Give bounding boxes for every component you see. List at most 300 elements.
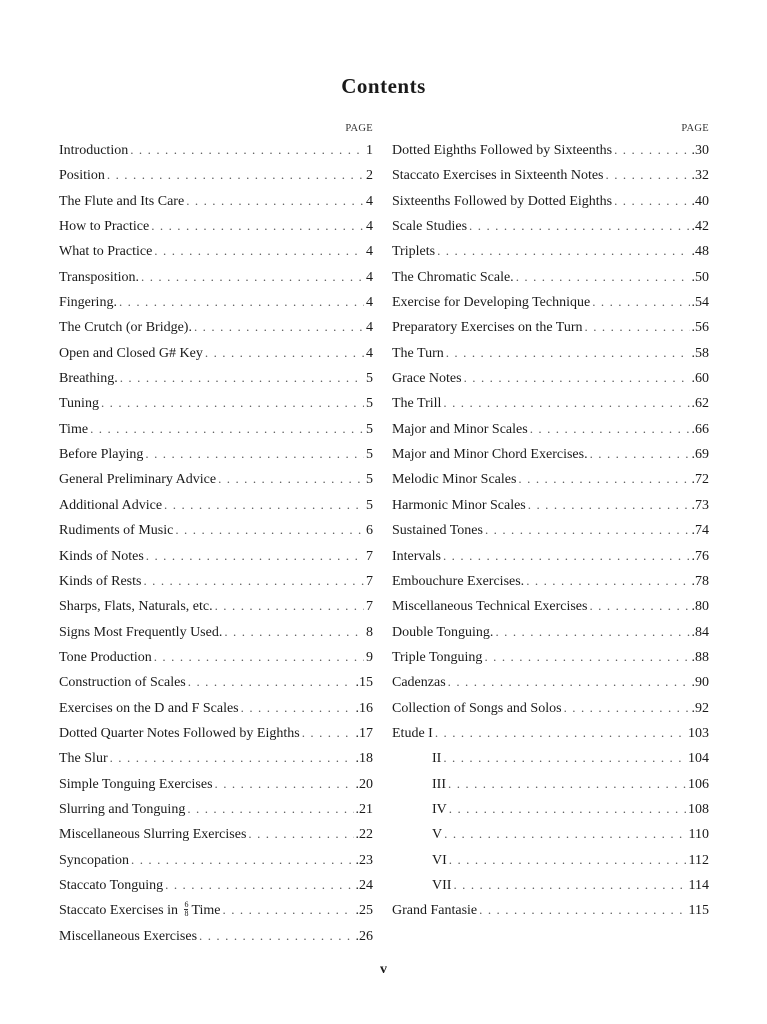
toc-entry-title — [392, 569, 524, 593]
toc-entry-title — [392, 822, 442, 846]
toc-entry-title-text: The Flute and Its Care — [59, 193, 185, 209]
dot-leader — [110, 745, 354, 770]
dot-leader — [528, 492, 690, 517]
toc-entry-title — [59, 290, 117, 314]
toc-entry[interactable] — [59, 695, 373, 720]
toc-entry-title-text: Sharps, Flats, Naturals, etc. — [59, 599, 213, 615]
dot-leader — [518, 466, 689, 491]
toc-entry-title-text: Intervals — [392, 548, 441, 564]
toc-entry-title — [392, 518, 483, 542]
toc-entry-title-text: Scale Studies — [392, 219, 468, 235]
toc-entry-page: .60 — [691, 371, 709, 387]
toc-entry-page: .48 — [691, 244, 709, 260]
toc-entry[interactable] — [392, 492, 709, 517]
toc-entry-page: 7 — [366, 599, 373, 615]
toc-entry-title-text: Major and Minor Chord Exercises. — [392, 447, 588, 463]
toc-entry-title-text: How to Practice — [59, 219, 150, 235]
dot-leader — [131, 847, 354, 872]
toc-entry[interactable] — [392, 441, 709, 466]
toc-entry-title — [59, 366, 118, 390]
toc-entry-page: 8 — [366, 624, 373, 640]
toc-entry-title-text: Additional Advice — [59, 497, 163, 513]
toc-entry-page: .92 — [691, 700, 709, 716]
toc-entry-title-text: Staccato Exercises in Sixteenth Notes — [392, 168, 604, 184]
toc-entry-title-text: Position — [59, 168, 105, 184]
toc-entry[interactable] — [59, 264, 373, 289]
toc-entry-title-text: Grand Fantasie — [392, 903, 478, 919]
toc-entry[interactable] — [59, 669, 373, 694]
toc-entry-title — [59, 848, 129, 872]
toc-entry-title-text: Rudiments of Music — [59, 523, 174, 539]
dot-leader — [154, 238, 364, 263]
dot-leader — [175, 517, 364, 542]
toc-entry-title-text: Embouchure Exercises. — [392, 573, 525, 589]
dot-leader — [446, 340, 690, 365]
page-title: Contents — [341, 74, 426, 98]
toc-entry[interactable] — [59, 162, 373, 187]
dot-leader — [187, 796, 353, 821]
toc-entry-page: .40 — [691, 193, 709, 209]
toc-entry-title — [392, 721, 433, 745]
toc-entry-title — [59, 391, 99, 415]
toc-entry-title — [59, 873, 163, 897]
toc-entry-title — [59, 442, 143, 466]
toc-entry[interactable] — [59, 289, 373, 314]
dot-leader — [223, 897, 354, 922]
toc-entry-title — [392, 290, 590, 314]
toc-entry[interactable] — [392, 821, 709, 846]
toc-entry-page: .21 — [355, 801, 373, 817]
toc-entry-title-text: Preparatory Exercises on the Turn — [392, 320, 583, 336]
toc-entry-title-text: Sustained Tones — [392, 523, 483, 539]
toc-entry[interactable] — [59, 314, 373, 339]
toc-entry-page: .16 — [355, 700, 373, 716]
toc-entry-page: .25 — [355, 903, 373, 919]
page-number: v — [380, 962, 387, 977]
dot-leader — [589, 593, 689, 618]
toc-entry[interactable] — [59, 340, 373, 365]
toc-entry-title-text: Sixteenths Followed by Dotted Eighths — [392, 193, 613, 209]
toc-entry[interactable] — [392, 593, 709, 618]
toc-entry[interactable] — [392, 568, 709, 593]
toc-entry-title-text: The Turn — [392, 345, 444, 361]
toc-entry-title — [392, 214, 467, 238]
toc-entry-page: .42 — [691, 219, 709, 235]
toc-entry-title — [392, 493, 526, 517]
toc-entry-title-text: II — [432, 751, 442, 767]
toc-entry[interactable] — [59, 441, 373, 466]
toc-entry-title-text: The Trill — [392, 396, 442, 412]
dot-leader — [241, 695, 354, 720]
toc-entry-page: .69 — [691, 447, 709, 463]
dot-leader — [614, 188, 689, 213]
toc-entry[interactable] — [392, 238, 709, 263]
toc-entry-title — [59, 467, 216, 491]
toc-entry-page: .30 — [691, 143, 709, 158]
toc-entry[interactable] — [392, 695, 709, 720]
toc-entry-title-text: Kinds of Rests — [59, 573, 142, 589]
toc-entry-title-text: Construction of Scales — [59, 675, 186, 691]
toc-entry-page: 5 — [366, 421, 373, 437]
toc-entry-title — [392, 138, 612, 162]
toc-entry[interactable] — [59, 568, 373, 593]
toc-entry-title-text: Cadenzas — [392, 675, 446, 691]
toc-entry-title — [392, 620, 493, 644]
dot-leader — [145, 441, 364, 466]
toc-entry-page: 4 — [366, 219, 373, 235]
toc-entry[interactable] — [392, 289, 709, 314]
toc-entry-page: .78 — [691, 573, 709, 589]
toc-entry[interactable] — [392, 314, 709, 339]
toc-entry-page: .66 — [691, 421, 709, 437]
toc-entry-page: 5 — [366, 396, 373, 412]
dot-leader — [437, 238, 689, 263]
toc-entry-title — [392, 341, 444, 365]
dot-leader — [186, 188, 364, 213]
dot-leader — [443, 390, 689, 415]
dot-leader — [101, 390, 364, 415]
toc-entry-page: 7 — [366, 573, 373, 589]
toc-entry-page: 5 — [366, 472, 373, 488]
toc-entry[interactable] — [392, 162, 709, 187]
toc-entry-page: .18 — [355, 751, 373, 767]
toc-entry[interactable] — [392, 771, 709, 796]
toc-entry[interactable] — [59, 872, 373, 897]
toc-entry[interactable] — [59, 188, 373, 213]
toc-entry[interactable] — [392, 137, 709, 162]
toc-entry-title-text: Exercise for Developing Technique — [392, 295, 591, 311]
toc-entry[interactable] — [59, 365, 373, 390]
toc-entry-title-text: What to Practice — [59, 244, 153, 260]
toc-entry[interactable] — [392, 644, 709, 669]
toc-entry-title — [59, 696, 239, 720]
toc-entry-title-text: Simple Tonguing Exercises — [59, 776, 213, 792]
toc-entry-title — [392, 645, 482, 669]
toc-entry-page: .54 — [691, 295, 709, 311]
toc-entry-title-text: The Slur — [59, 751, 108, 767]
toc-entry-title — [392, 848, 447, 872]
toc-entry-title — [59, 924, 197, 948]
toc-entry[interactable] — [59, 543, 373, 568]
toc-entry-title-text: Syncopation — [59, 852, 129, 868]
toc-entry[interactable] — [59, 593, 373, 618]
toc-list-left — [59, 137, 373, 948]
toc-entry[interactable] — [392, 188, 709, 213]
dot-leader — [530, 416, 690, 441]
toc-entry-title-text: Triple Tonguing — [392, 649, 483, 665]
toc-entry-page: 5 — [366, 371, 373, 387]
toc-entry-page: 2 — [366, 168, 373, 184]
toc-entry[interactable] — [392, 897, 709, 922]
toc-entry-title — [59, 163, 105, 187]
toc-column-left — [59, 120, 373, 948]
toc-entry[interactable] — [59, 390, 373, 415]
dot-leader — [205, 340, 364, 365]
toc-entry-page: 4 — [366, 269, 373, 285]
toc-entry-page: .50 — [691, 269, 709, 285]
toc-entry[interactable] — [59, 821, 373, 846]
toc-entry-title — [59, 772, 213, 796]
dot-leader — [443, 543, 690, 568]
dot-leader — [215, 593, 364, 618]
toc-entry-title — [392, 163, 604, 187]
toc-entry-page: 1 — [366, 143, 373, 158]
toc-entry[interactable] — [392, 466, 709, 491]
toc-entry[interactable] — [392, 416, 709, 441]
toc-entry-page: 7 — [366, 548, 373, 564]
toc-entry-title — [59, 214, 149, 238]
toc-entry[interactable] — [392, 745, 709, 770]
dot-leader — [495, 619, 689, 644]
toc-entry-title — [392, 366, 462, 390]
toc-entry[interactable] — [392, 796, 709, 821]
toc-entry-title-text: Tone Production — [59, 649, 152, 665]
toc-entry-page: .90 — [691, 675, 709, 691]
toc-entry-title-text: Before Playing — [59, 447, 144, 463]
fraction-numerator: 6 — [184, 899, 189, 909]
toc-entry-page: .62 — [691, 396, 709, 412]
toc-entry-title — [59, 746, 108, 770]
toc-entry-page: .84 — [691, 624, 709, 640]
toc-entry-page: .15 — [355, 675, 373, 691]
time-signature-fraction — [184, 901, 188, 918]
toc-entry[interactable] — [59, 238, 373, 263]
toc-entry-title-text: Dotted Quarter Notes Followed by Eighths — [59, 725, 300, 741]
toc-entry-title-text: Slurring and Tonguing — [59, 801, 186, 817]
toc-entry-title-text: IV — [432, 801, 447, 817]
toc-entry[interactable] — [59, 517, 373, 542]
toc-entry[interactable] — [59, 466, 373, 491]
dot-leader — [485, 517, 690, 542]
toc-entry[interactable] — [59, 771, 373, 796]
toc-entry[interactable] — [59, 897, 373, 922]
toc-entry-title — [59, 569, 141, 593]
toc-entry-page: 6 — [366, 523, 373, 539]
toc-entry-page: .73 — [691, 497, 709, 513]
toc-entry-page: 4 — [366, 295, 373, 311]
dot-leader — [164, 492, 364, 517]
dot-leader — [141, 264, 364, 289]
toc-entry-page: 4 — [366, 320, 373, 336]
toc-entry-title — [59, 239, 152, 263]
toc-entry-page: 4 — [366, 193, 373, 209]
toc-entry[interactable] — [392, 543, 709, 568]
toc-entry[interactable] — [392, 720, 709, 745]
toc-entry-page: 114 — [688, 877, 709, 893]
toc-entry-page: .76 — [691, 548, 709, 564]
toc-entry-page: 103 — [688, 725, 709, 741]
toc-entry-page: 115 — [688, 903, 709, 919]
toc-entry-title-text: VII — [432, 877, 452, 893]
dot-leader — [592, 289, 689, 314]
toc-entry[interactable] — [59, 213, 373, 238]
toc-entry-page: 104 — [688, 751, 709, 767]
toc-entry-title-text: Grace Notes — [392, 371, 462, 387]
toc-entry-title — [59, 670, 186, 694]
dot-leader — [484, 644, 689, 669]
toc-entry-title-text: General Preliminary Advice — [59, 472, 217, 488]
toc-entry[interactable] — [392, 264, 709, 289]
toc-entry-page: .26 — [355, 928, 373, 944]
toc-entry-title-text: Transposition. — [59, 269, 140, 285]
toc-entry-page: 9 — [366, 649, 373, 665]
toc-entry[interactable] — [59, 416, 373, 441]
toc-entry-title-text: Fingering. — [59, 295, 117, 311]
toc-entry[interactable] — [59, 137, 373, 162]
toc-entry-title-text: III — [432, 776, 446, 792]
toc-entry-page: 4 — [366, 244, 373, 260]
toc-entry-title — [59, 797, 185, 821]
toc-entry-title-text: VI — [432, 852, 447, 868]
toc-entry-title-text: Staccato Tonguing — [59, 877, 164, 893]
dot-leader — [585, 314, 690, 339]
dot-leader — [516, 264, 690, 289]
toc-entry[interactable] — [59, 796, 373, 821]
toc-entry-title — [59, 417, 88, 441]
toc-entry-title-text: Miscellaneous Slurring Exercises — [59, 827, 247, 843]
toc-entry-page: 106 — [688, 776, 709, 792]
dot-leader — [448, 771, 686, 796]
toc-entry-page: .56 — [691, 320, 709, 336]
toc-entry-title-text: Dotted Eighths Followed by Sixteenths — [392, 143, 613, 158]
toc-entry-title — [392, 594, 587, 618]
dot-leader — [120, 365, 364, 390]
dot-leader — [215, 771, 354, 796]
toc-entry-title — [392, 315, 583, 339]
toc-entry-title — [392, 467, 516, 491]
dot-leader — [90, 416, 364, 441]
dot-leader — [564, 695, 690, 720]
toc-entry-page: 4 — [366, 345, 373, 361]
dot-leader — [146, 543, 364, 568]
dot-leader — [248, 821, 353, 846]
toc-entry-title-text: Signs Most Frequently Used. — [59, 624, 223, 640]
toc-entry-title — [59, 493, 162, 517]
toc-entry-page: .24 — [355, 877, 373, 893]
toc-entry-title — [59, 341, 203, 365]
toc-entry[interactable] — [59, 745, 373, 770]
toc-entry-title-text: Etude I — [392, 725, 433, 741]
toc-entry-title-text: The Crutch (or Bridge). — [59, 320, 192, 336]
toc-entry-page: .72 — [691, 472, 709, 488]
toc-entry-page: .88 — [691, 649, 709, 665]
toc-entry-title — [59, 544, 144, 568]
toc-entry-page: .17 — [355, 725, 373, 741]
toc-entry[interactable] — [59, 619, 373, 644]
toc-entry-title — [59, 138, 128, 162]
toc-entry[interactable] — [392, 213, 709, 238]
dot-leader — [218, 466, 364, 491]
toc-entry-title-text: Harmonic Minor Scales — [392, 497, 526, 513]
dot-leader — [453, 872, 686, 897]
dot-leader — [143, 568, 364, 593]
toc-entry-page: .20 — [355, 776, 373, 792]
toc-entry[interactable] — [392, 669, 709, 694]
toc-entry-title-text: Tuning — [59, 396, 99, 412]
toc-entry-title-text: The Chromatic Scale. — [392, 269, 514, 285]
toc-entry-title — [392, 696, 562, 720]
toc-entry-title-text: Staccato Exercises in — [59, 903, 178, 919]
toc-entry-title-text: Kinds of Notes — [59, 548, 144, 564]
toc-entry-title-text: Breathing. — [59, 371, 118, 387]
toc-entry-page: 5 — [366, 447, 373, 463]
dot-leader — [449, 847, 687, 872]
dot-leader — [188, 669, 354, 694]
toc-entry-title — [59, 265, 139, 289]
toc-entry-title-text: Introduction — [59, 143, 129, 158]
dot-leader — [107, 162, 364, 187]
toc-entry[interactable] — [59, 720, 373, 745]
dot-leader — [130, 137, 364, 162]
toc-entry[interactable] — [392, 872, 709, 897]
toc-entry-title — [392, 391, 441, 415]
toc-entry-title-text: Melodic Minor Scales — [392, 472, 517, 488]
toc-entry-title-text: Major and Minor Scales — [392, 421, 528, 437]
toc-entry-title — [392, 544, 441, 568]
page-column-header: PAGE — [345, 123, 373, 134]
toc-entry-title-text: Miscellaneous Technical Exercises — [392, 599, 588, 615]
dot-leader — [444, 821, 686, 846]
toc-entry-title — [59, 721, 300, 745]
toc-entry-title — [59, 189, 184, 213]
toc-entry[interactable] — [392, 390, 709, 415]
dot-leader — [165, 872, 353, 897]
dot-leader — [199, 923, 353, 948]
toc-entry-title — [392, 670, 446, 694]
toc-entry-title — [392, 417, 528, 441]
dot-leader — [119, 289, 364, 314]
toc-entry[interactable] — [392, 517, 709, 542]
dot-leader — [302, 720, 354, 745]
toc-entry-page: 5 — [366, 497, 373, 513]
toc-entry-title — [59, 518, 173, 542]
toc-entry[interactable] — [392, 619, 709, 644]
toc-list-right — [392, 137, 709, 923]
dot-leader — [590, 441, 690, 466]
toc-entry[interactable] — [59, 847, 373, 872]
toc-entry[interactable] — [392, 340, 709, 365]
dot-leader — [194, 314, 364, 339]
toc-entry[interactable] — [392, 365, 709, 390]
toc-entry-page: .58 — [691, 345, 709, 361]
toc-column-right — [392, 120, 709, 923]
toc-entry-title-text: Double Tonguing. — [392, 624, 494, 640]
toc-entry-title — [59, 315, 192, 339]
toc-entry-page: 110 — [688, 827, 709, 843]
toc-entry-title — [59, 594, 213, 618]
toc-entry[interactable] — [392, 847, 709, 872]
dot-leader — [435, 720, 686, 745]
fraction-denominator: 8 — [184, 908, 189, 918]
dot-leader — [526, 568, 689, 593]
dot-leader — [443, 745, 686, 770]
toc-entry-page: .32 — [691, 168, 709, 184]
toc-entry[interactable] — [59, 492, 373, 517]
toc-entry-page: 112 — [688, 852, 709, 868]
toc-entry[interactable] — [59, 644, 373, 669]
toc-entry-title — [392, 873, 451, 897]
toc-entry-title-suffix: Time — [191, 903, 221, 919]
dot-leader — [448, 669, 690, 694]
dot-leader — [154, 644, 364, 669]
toc-entry-title — [59, 822, 246, 846]
toc-entry[interactable] — [59, 923, 373, 948]
dot-leader — [449, 796, 686, 821]
toc-entry-title-text: Exercises on the D and F Scales — [59, 700, 239, 716]
toc-entry-title — [392, 442, 588, 466]
dot-leader — [606, 162, 690, 187]
dot-leader — [614, 137, 689, 162]
